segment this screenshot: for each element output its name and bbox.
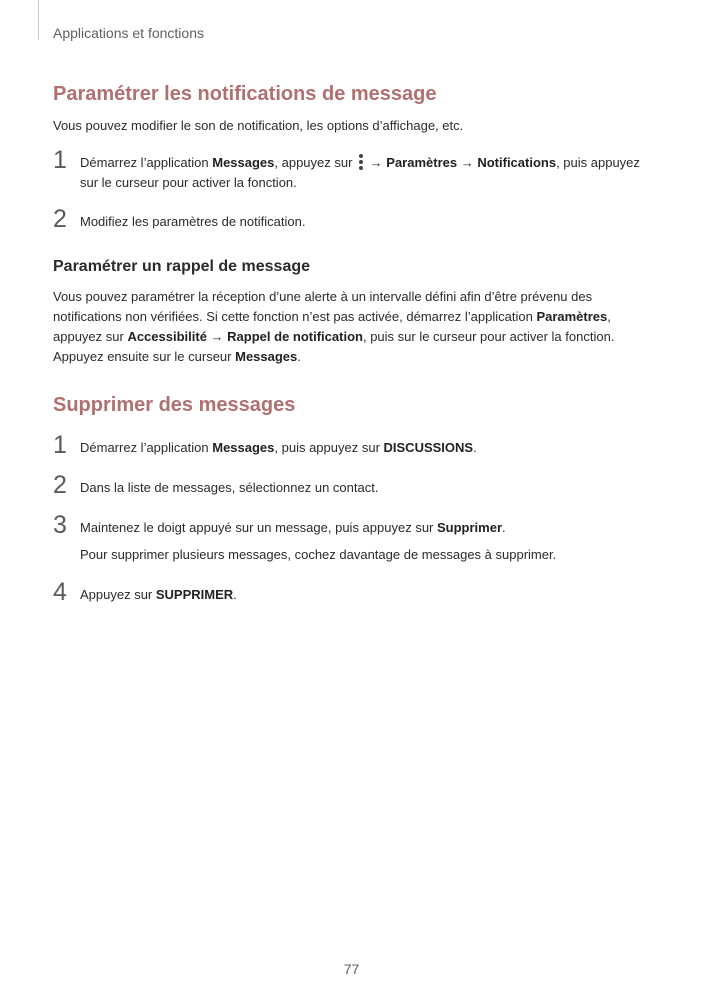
header-rule (38, 0, 39, 40)
step-3 (53, 511, 653, 565)
step-number: 1 (53, 431, 67, 459)
step-number: 4 (53, 578, 67, 606)
step-text: Appuyez sur SUPPRIMER. (80, 587, 237, 602)
reminder-paragraph: Vous pouvez paramétrer la réception d’une alerte à un intervalle défini afin d’être prévenu des notifications non vérifiées. Si cette fonction n’est pas activée, démarrez l’application Paramètres, appuyez sur Accessibilité → Rappel de notification, puis sur le curseur pour activer la fonction. Appuyez ensuite sur le curseur Messages. (53, 289, 615, 364)
step-1 (53, 146, 653, 193)
step-1 (53, 431, 653, 459)
subsection-title-reminder: Paramétrer un rappel de message (53, 258, 311, 275)
step-text: Maintenez le doigt appuyé sur un message, puis appuyez sur Supprimer. (80, 520, 506, 535)
running-header: Applications et fonctions (53, 25, 204, 41)
section-intro: Vous pouvez modifier le son de notification, les options d’affichage, etc. (53, 118, 464, 133)
step-note: Pour supprimer plusieurs messages, cochez davantage de messages à supprimer. (80, 547, 557, 562)
section-title-delete: Supprimer des messages (53, 394, 296, 416)
step-text: Modifiez les paramètres de notification. (80, 214, 306, 229)
more-options-icon (358, 154, 364, 170)
section-title-notifications: Paramétrer les notifications de message (53, 83, 437, 105)
step-text: Démarrez l’application Messages, appuyez sur → Paramètres → Notifications, puis appuyez sur le curseur pour activer la fonction. (80, 155, 640, 190)
step-2 (53, 205, 653, 233)
step-text: Démarrez l’application Messages, puis appuyez sur DISCUSSIONS. (80, 440, 477, 455)
step-number: 2 (53, 205, 67, 233)
page-number: 77 (343, 961, 360, 977)
step-4 (53, 578, 653, 606)
step-number: 2 (53, 471, 67, 499)
step-2 (53, 471, 653, 499)
step-number: 1 (53, 146, 67, 174)
step-text: Dans la liste de messages, sélectionnez un contact. (80, 480, 379, 495)
step-number: 3 (53, 511, 67, 539)
